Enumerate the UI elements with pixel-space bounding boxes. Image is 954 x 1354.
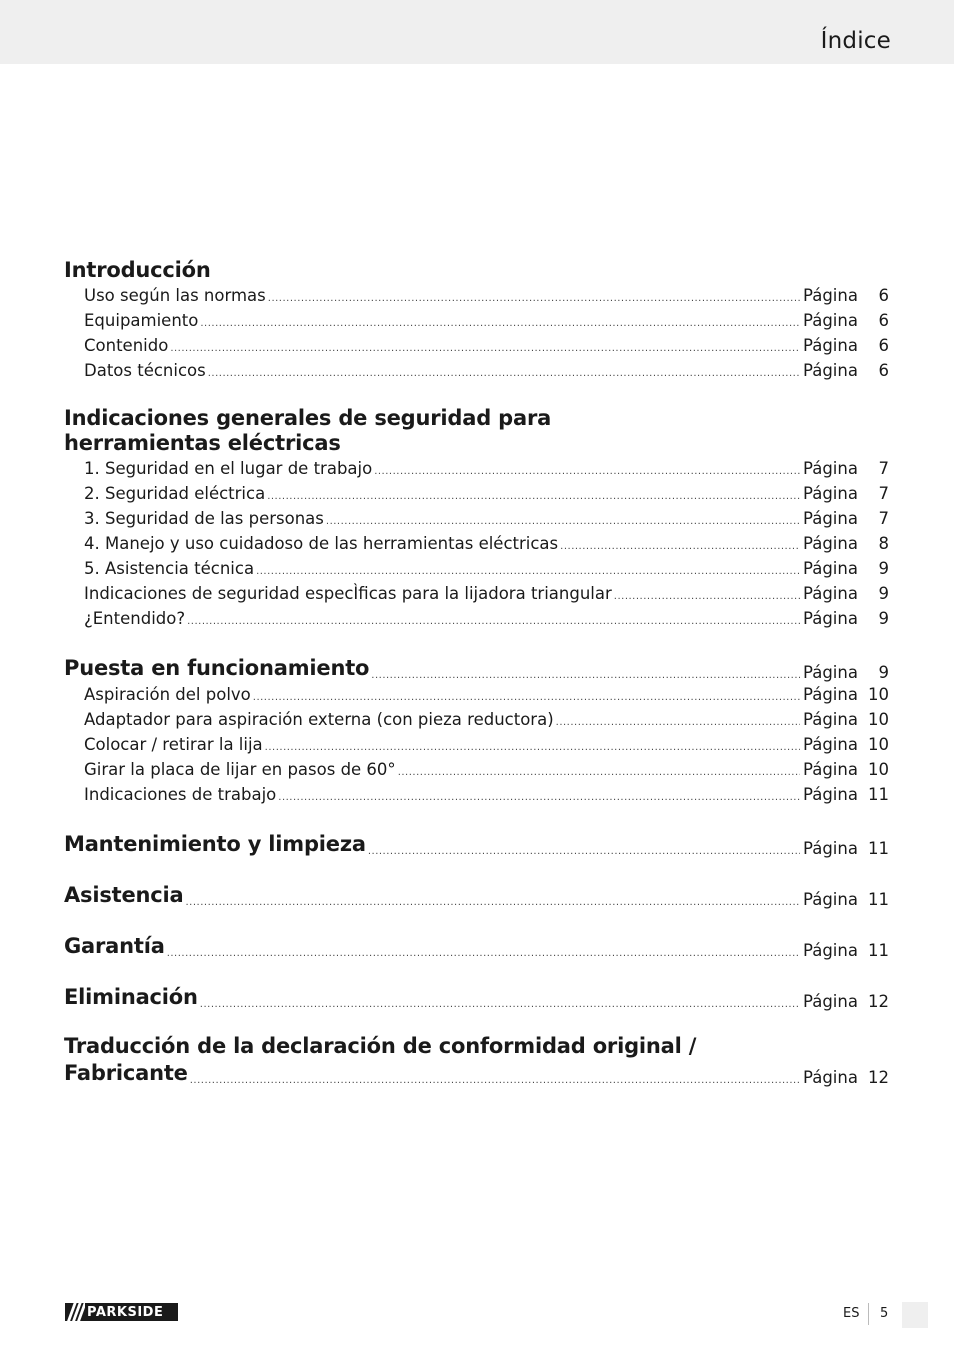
entry-label: 4. Manejo y uso cuidadoso de las herramientas eléctricas (84, 534, 559, 553)
toc-main-entry[interactable] (64, 654, 889, 682)
page-word: Página (803, 760, 858, 779)
page-number: 11 (868, 785, 889, 804)
toc-section-eliminacion (64, 983, 889, 1011)
dot-leader (556, 710, 800, 735)
entry-label: Adaptador para aspiración externa (con pieza reductora) (84, 710, 554, 729)
toc-section-mantenimiento (64, 830, 889, 858)
section-title: Eliminación (64, 985, 198, 1009)
dot-leader (186, 889, 801, 917)
entry-label: Colocar / retirar la lija (84, 735, 263, 754)
section-title-line: Traducción de la declaración de conformidad original / (64, 1034, 697, 1058)
toc-entry[interactable] (64, 308, 889, 333)
toc-entry[interactable] (64, 531, 889, 556)
dot-leader (268, 286, 800, 311)
page-word: Página (803, 484, 858, 503)
section-title: Garantía (64, 934, 165, 958)
entry-label: 3. Seguridad de las personas (84, 509, 324, 528)
header-bar (0, 0, 954, 64)
page-word: Página (803, 941, 858, 960)
entry-label: Uso según las normas (84, 286, 266, 305)
page-word: Página (803, 609, 858, 628)
dot-leader (371, 662, 800, 690)
section-title-line: Fabricante (64, 1061, 188, 1085)
entry-label: Girar la placa de lijar en pasos de 60° (84, 760, 396, 779)
entry-label: Equipamiento (84, 311, 199, 330)
page-number: 6 (878, 361, 889, 380)
page-word: Página (803, 361, 858, 380)
dot-leader (208, 361, 800, 386)
page-number: 7 (878, 509, 889, 528)
toc-entry[interactable] (64, 456, 889, 481)
page-number: 9 (878, 609, 889, 628)
page-number: 7 (878, 459, 889, 478)
toc-entry[interactable] (64, 358, 889, 383)
dot-leader (374, 459, 800, 484)
page-word: Página (803, 559, 858, 578)
toc-entry[interactable] (64, 757, 889, 782)
toc-section-puesta-en-funcionamiento (64, 654, 889, 807)
entry-label: Indicaciones de seguridad especÌficas para la lijadora triangular (84, 584, 612, 603)
page-number: 10 (868, 735, 889, 754)
page-word: Página (803, 735, 858, 754)
section-title-line: Indicaciones generales de seguridad para (64, 406, 552, 430)
page-number: 6 (878, 286, 889, 305)
toc-section-asistencia (64, 881, 889, 909)
entry-label: 1. Seguridad en el lugar de trabajo (84, 459, 373, 478)
page-title: Índice (820, 28, 891, 54)
page-number: 10 (868, 685, 889, 704)
page-word: Página (803, 992, 858, 1011)
dot-leader (190, 1067, 800, 1095)
entry-label: 2. Seguridad eléctrica (84, 484, 266, 503)
dot-leader (398, 760, 800, 785)
page-word: Página (803, 710, 858, 729)
logo-stripes-icon (65, 1303, 85, 1321)
page-number: 6 (878, 336, 889, 355)
toc-entry[interactable] (64, 782, 889, 807)
toc-section-introduccion (64, 258, 889, 383)
toc-section-indicaciones-seguridad (64, 406, 889, 631)
page-word: Página (803, 311, 858, 330)
footer-divider (868, 1303, 869, 1325)
dot-leader (170, 336, 800, 361)
toc-entry[interactable] (64, 506, 889, 531)
toc-entry[interactable] (64, 707, 889, 732)
entry-label: Aspiración del polvo (84, 685, 251, 704)
page-word: Página (803, 1068, 858, 1087)
section-title-line: herramientas eléctricas (64, 431, 341, 455)
table-of-contents (64, 258, 889, 1087)
toc-entry[interactable] (64, 732, 889, 757)
toc-entry[interactable] (64, 606, 889, 631)
page-word: Página (803, 685, 858, 704)
toc-entry[interactable] (64, 556, 889, 581)
page-word: Página (803, 534, 858, 553)
page-word: Página (803, 839, 858, 858)
toc-entry[interactable] (64, 481, 889, 506)
dot-leader (267, 484, 800, 509)
page-word: Página (803, 509, 858, 528)
toc-entry[interactable] (64, 581, 889, 606)
section-title: Puesta en funcionamiento (64, 656, 370, 680)
toc-main-entry[interactable] (64, 830, 889, 858)
page-number-footer: 5 (880, 1306, 889, 1321)
page-word: Página (803, 286, 858, 305)
entry-label: 5. Asistencia técnica (84, 559, 255, 578)
toc-main-entry[interactable] (64, 881, 889, 909)
dot-leader (368, 838, 800, 866)
page-number: 10 (868, 760, 889, 779)
page-number: 11 (868, 839, 889, 858)
page-number: 12 (868, 1068, 889, 1087)
dot-leader (278, 785, 800, 810)
brand-name: PARKSIDE (87, 1304, 164, 1320)
dot-leader (167, 940, 800, 968)
page-number: 9 (878, 559, 889, 578)
toc-main-entry[interactable] (64, 1059, 889, 1087)
page-number: 11 (868, 941, 889, 960)
page-word: Página (803, 584, 858, 603)
dot-leader (614, 584, 800, 609)
page-number: 11 (868, 890, 889, 909)
footer-tab (902, 1302, 928, 1328)
page-word: Página (803, 663, 858, 682)
page-number: 10 (868, 710, 889, 729)
dot-leader (560, 534, 800, 559)
toc-section-traduccion-declaracion (64, 1034, 889, 1087)
page-word: Página (803, 785, 858, 804)
toc-section-garantia (64, 932, 889, 960)
toc-entry[interactable] (64, 283, 889, 308)
parkside-logo (65, 1303, 178, 1321)
dot-leader (200, 991, 800, 1019)
page-word: Página (803, 336, 858, 355)
entry-label: Contenido (84, 336, 169, 355)
page-word: Página (803, 890, 858, 909)
section-title: Asistencia (64, 883, 184, 907)
toc-entry[interactable] (64, 333, 889, 358)
page-number: 6 (878, 311, 889, 330)
toc-main-entry[interactable] (64, 932, 889, 960)
page-word: Página (803, 459, 858, 478)
page-number: 12 (868, 992, 889, 1011)
entry-label: ¿Entendido? (84, 609, 186, 628)
page-number: 9 (878, 584, 889, 603)
entry-label: Datos técnicos (84, 361, 206, 380)
dot-leader (187, 609, 800, 634)
page-number: 8 (878, 534, 889, 553)
dot-leader (200, 311, 800, 336)
page-number: 9 (878, 663, 889, 682)
section-title: Mantenimiento y limpieza (64, 832, 366, 856)
toc-main-entry[interactable] (64, 983, 889, 1011)
section-title: Introducción (64, 258, 211, 282)
page-number: 7 (878, 484, 889, 503)
entry-label: Indicaciones de trabajo (84, 785, 277, 804)
language-code: ES (843, 1306, 860, 1321)
